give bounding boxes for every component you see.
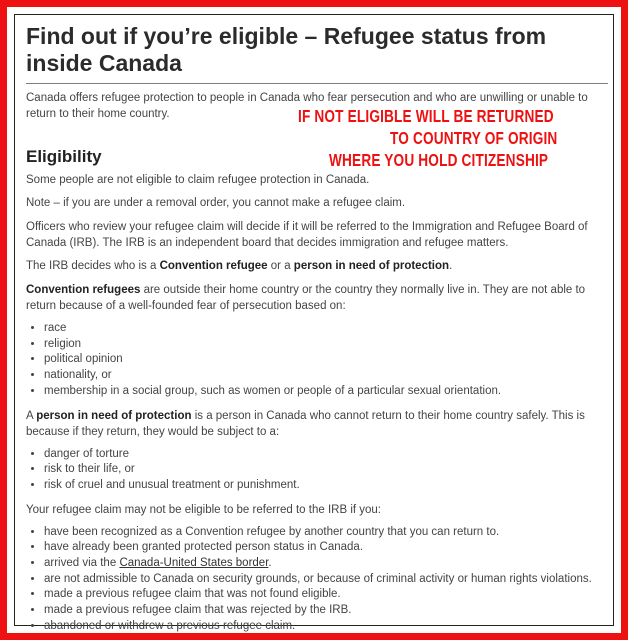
paragraph-removal-note: Note – if you are under a removal order, you cannot make a refugee claim. — [26, 197, 406, 209]
list-item: • made a previous refugee claim that was rejected by the IRB. — [44, 603, 616, 619]
paragraph-may-not-be-eligible: Your refugee claim may not be eligible to be referred to the IRB if you: — [26, 503, 381, 516]
ineligibility-list — [26, 525, 616, 635]
list-item: • nationality, or — [44, 368, 616, 384]
list-item: • risk of cruel and unusual treatment or punishment. — [44, 478, 616, 494]
list-item: • have been recognized as a Convention refugee by another country that you can return to. — [44, 525, 616, 541]
text: . — [449, 260, 453, 272]
annotation-line-3: WHERE YOU HOLD CITIZENSHIP — [329, 150, 549, 170]
list-item: • danger of torture — [44, 447, 616, 463]
list-item: • are not admissible to Canada on security grounds, or because of criminal activity or human rights violations. — [44, 572, 616, 588]
text: arrived via the — [44, 557, 120, 570]
paragraph-convention-refugees — [26, 282, 616, 314]
paragraph-officers: Officers who review your refugee claim will decide if it will be referred to the Immigration and Refugee Board of Canada (IRB). The IRB is an independent board that decides immigration and refugee matters. — [26, 221, 588, 249]
text: are outside their home country or the country they normally live in. They are not able to return because of a well-founded fear of persecution based on: — [26, 284, 586, 312]
text: The IRB decides who is a — [26, 260, 160, 272]
page-panel — [14, 14, 614, 632]
paragraph-irb-decides — [26, 258, 616, 274]
paragraph-not-eligible: Some people are not eligible to claim refugee protection in Canada. — [26, 174, 370, 186]
list-item — [44, 556, 616, 572]
term-convention-refugees: Convention refugees — [26, 284, 141, 296]
term-person-in-need: person in need of protection — [293, 260, 450, 272]
text: A — [26, 409, 37, 422]
list-item: • have already been granted protected person status in Canada. — [44, 540, 616, 556]
list-item: • political opinion — [44, 352, 616, 368]
text: or a — [267, 260, 294, 272]
intro-paragraph: Canada offers refugee protection to people in Canada who fear persecution and who are unwilling or unable to return to their home country. — [26, 92, 588, 120]
text: . — [268, 557, 272, 570]
text: is a person in Canada who cannot return to their home country safely. This is because if they return, they would be subject to a: — [26, 409, 585, 438]
list-item: • abandoned or withdrew a previous refugee claim. — [44, 619, 616, 635]
list-item: • risk to their life, or — [44, 462, 616, 478]
paragraph-person-in-need — [26, 408, 616, 440]
annotation-line-2: TO COUNTRY OF ORIGIN — [390, 128, 558, 148]
term-convention-refugee: Convention refugee — [159, 260, 268, 272]
list-item: • religion — [44, 337, 616, 353]
list-item: • made a previous refugee claim that was not found eligible. — [44, 587, 616, 603]
risks-list — [26, 447, 616, 494]
eligibility-heading: Eligibility — [26, 147, 102, 166]
page-title: Find out if you’re eligible – Refugee status from inside Canada — [26, 23, 608, 84]
canada-us-border-link[interactable]: Canada-United States border — [119, 557, 269, 570]
term-person-in-need-of-protection: person in need of protection — [36, 409, 192, 422]
annotation-line-1: IF NOT ELIGIBLE WILL BE RETURNED — [298, 106, 554, 126]
list-item: • race — [44, 321, 616, 337]
persecution-grounds-list — [26, 321, 616, 400]
list-item: • membership in a social group, such as women or people of a particular sexual orientation. — [44, 384, 616, 400]
